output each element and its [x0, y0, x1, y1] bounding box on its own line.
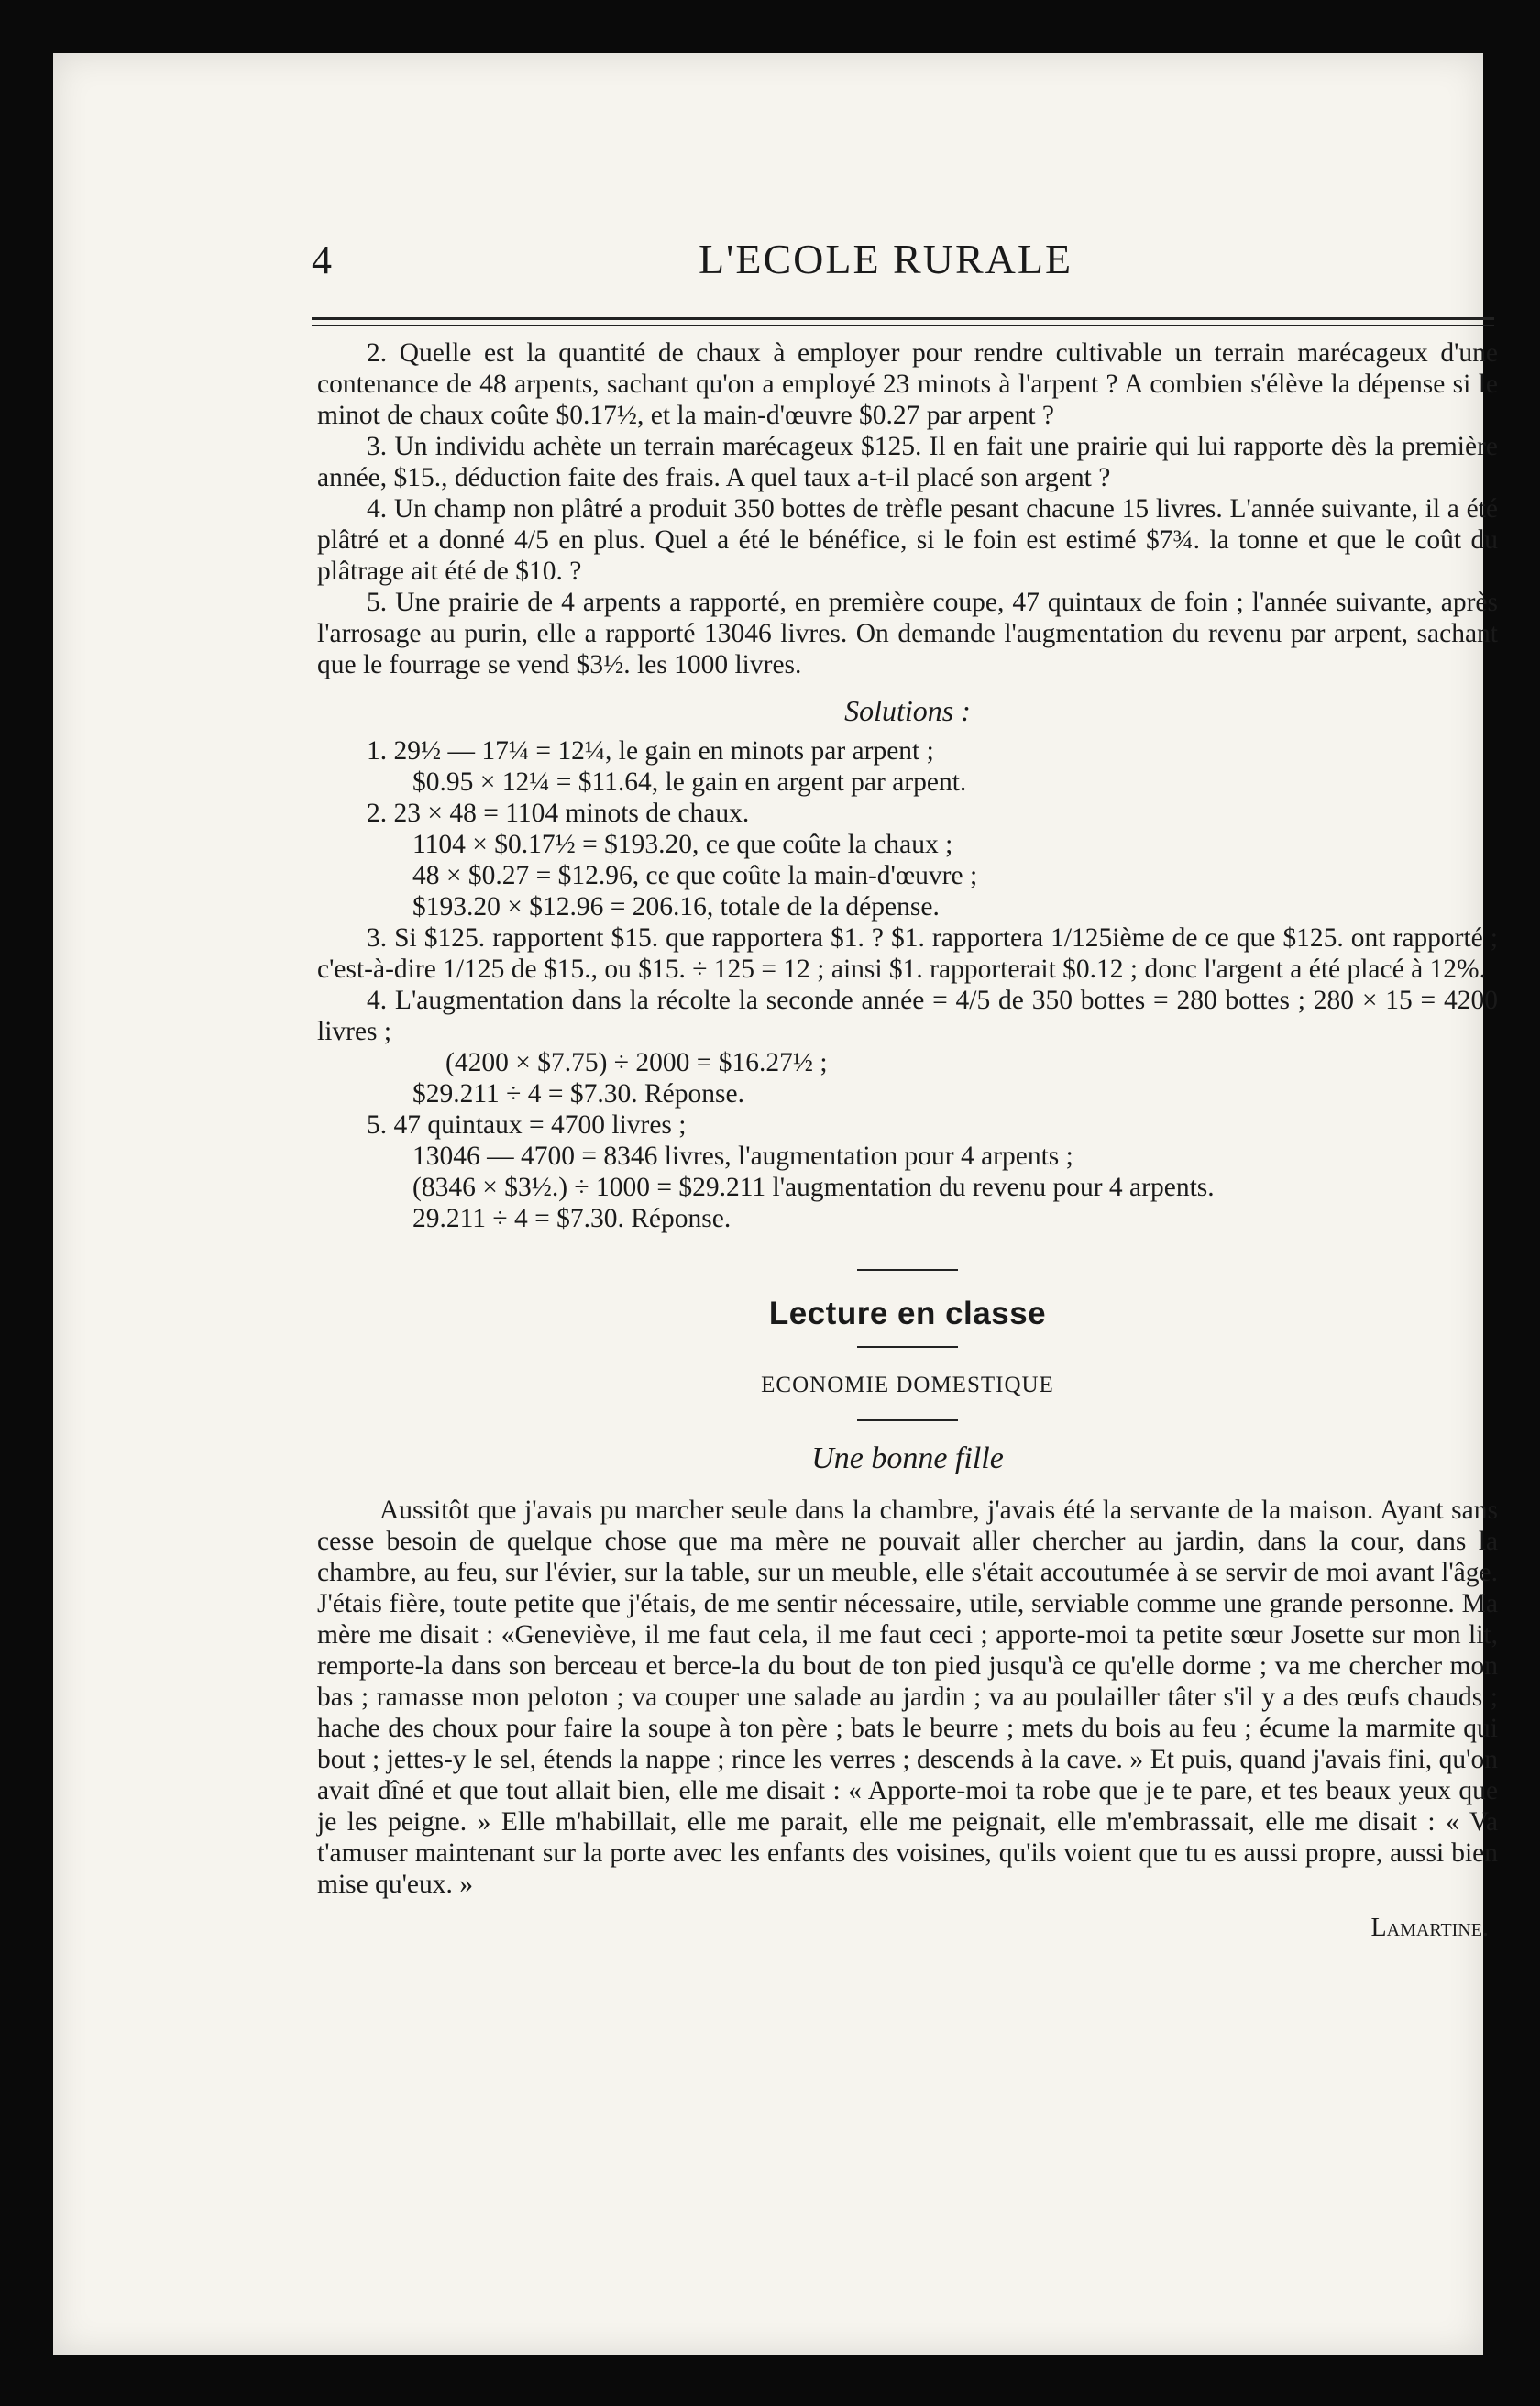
solution-4-line-3: $29.211 ÷ 4 = $7.30. Réponse.	[412, 1079, 744, 1109]
page-number: 4	[312, 237, 332, 282]
solution-5-line-1: 5. 47 quintaux = 4700 livres ;	[367, 1110, 687, 1140]
story-author: Lamartine.	[1370, 1914, 1489, 1942]
problem-5: 5. Une prairie de 4 arpents a rapporté, en première coupe, 47 quintaux de foin ; l'année suivante, après l'arrosage au purin, elle a rapporté 13046 livres. On demande l'augmentation du revenu par arpent, sachant que le fourrage se vend $3½. les 1000 livres.	[317, 588, 1498, 679]
problem-3: 3. Un individu achète un terrain marécageux $125. Il en fait une prairie qui lui rapporte dès la première année, $15., déduction faite des frais. A quel taux a-t-il placé son argent ?	[317, 432, 1498, 492]
running-header	[262, 191, 1509, 282]
section-subheading: ECONOMIE DOMESTIQUE	[761, 1373, 1054, 1397]
solution-1-line-1: 1. 29½ — 17¼ = 12¼, le gain en minots par arpent ;	[367, 736, 934, 766]
solution-5-line-2: 13046 — 4700 = 8346 livres, l'augmentation pour 4 arpents ;	[412, 1142, 1073, 1171]
solution-2-line-2: 1104 × $0.17½ = $193.20, ce que coûte la chaux ;	[412, 830, 953, 859]
solution-2-line-1: 2. 23 × 48 = 1104 minots de chaux.	[367, 799, 750, 828]
running-title: L'ECOLE RURALE	[698, 236, 1073, 282]
section-divider	[857, 1346, 958, 1348]
section-divider	[857, 1269, 958, 1271]
solution-2-line-3: 48 × $0.27 = $12.96, ce que coûte la main-d'œuvre ;	[412, 861, 978, 890]
problem-2: 2. Quelle est la quantité de chaux à employer pour rendre cultivable un terrain marécageux d'une contenance de 48 arpents, sachant qu'on a employé 23 minots à l'arpent ? A combien s'élève la dépense si le minot de chaux coûte $0.17½, et la main-d'œuvre $0.27 par arpent ?	[317, 338, 1498, 430]
problem-4: 4. Un champ non plâtré a produit 350 bottes de trèfle pesant chacune 15 livres. L'année suivante, il a été plâtré et a donné 4/5 en plus. Quel a été le bénéfice, si le foin est estimé $7¾. la tonne et que le coût du plâtrage ait été de $10. ?	[317, 494, 1498, 586]
solution-4-line-2: (4200 × $7.75) ÷ 2000 = $16.27½ ;	[446, 1048, 828, 1077]
solution-4-line-1: 4. L'augmentation dans la récolte la seconde année = 4/5 de 350 bottes = 280 bottes ; 280 × 15 = 4200 livres ;	[317, 986, 1498, 1046]
header-rule-thick	[312, 317, 1494, 320]
solution-1-line-2: $0.95 × 12¼ = $11.64, le gain en argent par arpent.	[412, 767, 967, 797]
solution-5-line-4: 29.211 ÷ 4 = $7.30. Réponse.	[412, 1204, 732, 1233]
lecture-heading: Lecture en classe	[768, 1296, 1047, 1331]
solution-3: 3. Si $125. rapportent $15. que rapportera $1. ? $1. rapportera 1/125ième de ce que $125. ont rapporté ; c'est-à-dire 1/125 de $15., ou $15. ÷ 125 = 12 ; ainsi $1. rapporterait $0.12 ; donc l'argent a été placé à 12%.	[317, 923, 1498, 984]
scanned-page	[53, 53, 1498, 2355]
section-divider	[857, 1419, 958, 1421]
story-title: Une bonne fille	[811, 1441, 1004, 1475]
story-text: Aussitôt que j'avais pu marcher seule dans la chambre, j'avais été la servante de la maison. Ayant sans cesse besoin de quelque chose que ma mère ne pouvait aller chercher au jardin, dans la cour, dans la chambre, au feu, sur l'évier, sur la table, sur un meuble, elle s'était accoutumée à se servir de moi avant l'âge. J'étais fière, toute petite que j'étais, de me sentir nécessaire, utile, serviable comme une grande personne. Ma mère me disait : «Geneviève, il me faut cela, il me faut ceci ; apporte-moi ta petite sœur Josette sur mon lit, remporte-la dans son berceau et berce-la du bout de ton pied jusqu'à ce qu'elle dorme ; va me chercher mon bas ; ramasse mon peloton ; va couper une salade au jardin ; va au poulailler tâter s'il y a des œufs chauds ; hache des choux pour faire la soupe à ton père ; bats le beurre ; mets du bois au feu ; écume la marmite qui bout ; jettes-y le sel, étends la nappe ; rince les verres ; descends à la cave. » Et puis, quand j'avais fini, qu'on avait dîné et que tout allait bien, elle me disait : « Apporte-moi ta robe que je te pare, et tes beaux yeux que je les peigne. » Elle m'habillait, elle me parait, elle me peignait, elle m'embrassait, elle me disait : « Va t'amuser maintenant sur la porte avec les enfants des voisines, qu'ils voient que tu es aussi propre, aussi bien mise qu'eux. »	[317, 1495, 1498, 1899]
page-body	[317, 337, 1498, 1944]
solution-5-line-3: (8346 × $3½.) ÷ 1000 = $29.211 l'augmentation du revenu pour 4 arpents.	[412, 1173, 1215, 1202]
solutions-title: Solutions :	[844, 694, 971, 727]
header-rule-thin	[312, 325, 1494, 326]
solution-2-line-4: $193.20 × $12.96 = 206.16, totale de la dépense.	[412, 892, 940, 922]
